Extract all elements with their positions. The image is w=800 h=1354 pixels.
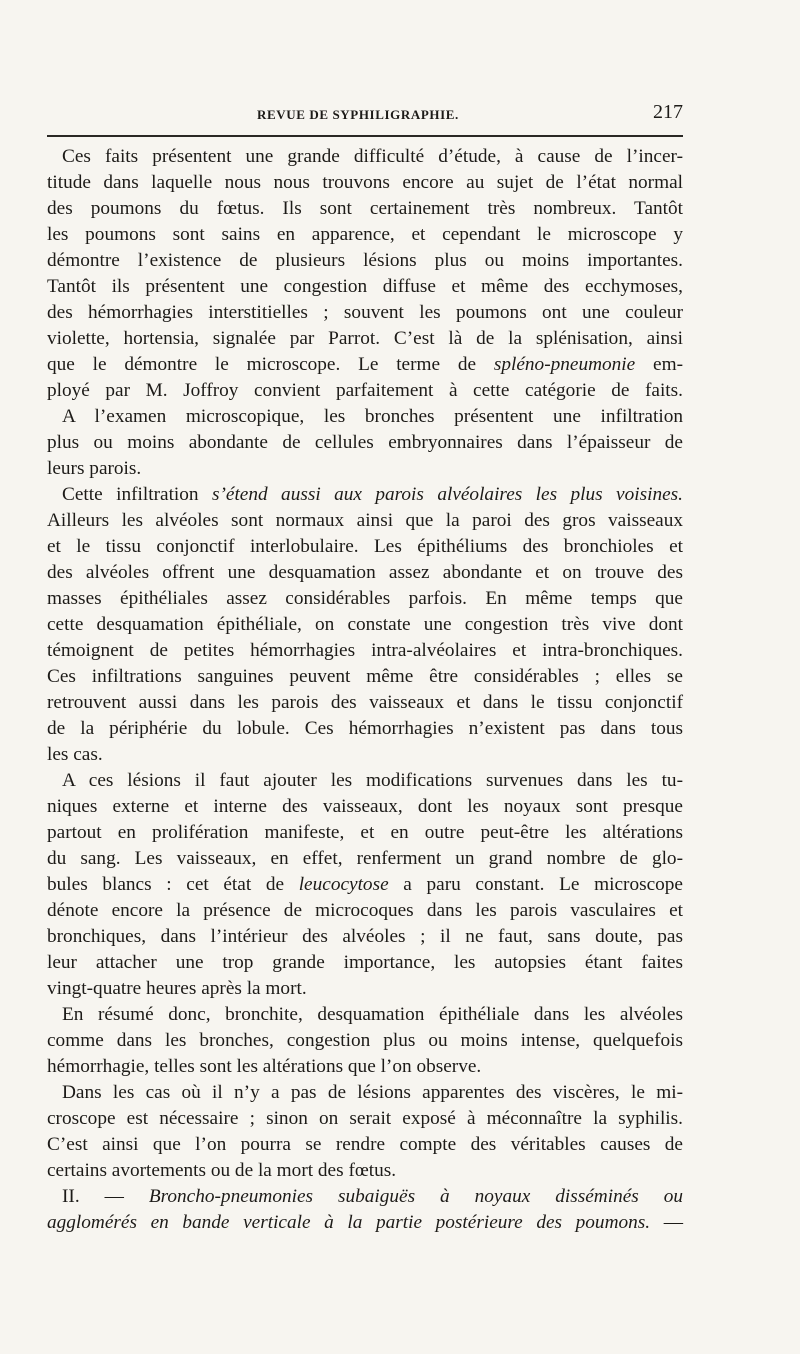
text-line	[47, 690, 683, 716]
text-line	[47, 612, 683, 638]
text-segment: —	[650, 1212, 683, 1233]
text-segment: titude dans laquelle nous nous trouvons encore au sujet de l’état normal	[47, 172, 683, 193]
italic-segment: Broncho-pneumonies subaiguës à noyaux disséminés ou	[148, 1186, 683, 1207]
text-segment: Ces infiltrations sanguines peuvent même être considérables ; elles se	[47, 666, 683, 687]
text-segment: En résumé donc, bronchite, desquamation épithéliale dans les alvéoles	[62, 1004, 683, 1025]
text-segment: des hémorrhagies interstitielles ; souvent les poumons ont une couleur	[47, 302, 683, 323]
text-line	[47, 638, 683, 664]
text-segment: de la périphérie du lobule. Ces hémorrhagies n’existent pas dans tous	[47, 718, 683, 739]
text-segment: partout en prolifération manifeste, et en outre peut-être les altérations	[47, 822, 683, 843]
text-segment: plus ou moins abondante de cellules embryonnaires dans l’épaisseur de	[47, 432, 683, 453]
text-line	[47, 352, 683, 378]
text-line	[47, 820, 683, 846]
text-segment: Dans les cas où il n’y a pas de lésions apparentes des viscères, le mi-	[62, 1082, 683, 1103]
text-line	[47, 1184, 683, 1210]
text-segment: hémorrhagie, telles sont les altérations que l’on observe.	[47, 1056, 482, 1077]
text-line	[47, 378, 683, 404]
italic-segment: agglomérés en bande verticale à la partie postérieure des poumons.	[47, 1212, 651, 1233]
text-line	[47, 742, 683, 768]
italic-segment: s’étend aussi aux parois alvéolaires les plus voisines.	[211, 484, 683, 505]
text-segment: cette desquamation épithéliale, on constate une congestion très vive dont	[47, 614, 683, 635]
text-line	[47, 456, 683, 482]
text-segment: niques externe et interne des vaisseaux, dont les noyaux sont presque	[47, 796, 683, 817]
text-line	[47, 1158, 683, 1184]
text-line	[47, 534, 683, 560]
text-line	[47, 586, 683, 612]
text-segment: des poumons du fœtus. Ils sont certainement très nombreux. Tantôt	[47, 198, 683, 219]
text-segment: du sang. Les vaisseaux, en effet, renferment un grand nombre de glo-	[47, 848, 683, 869]
text-line	[47, 222, 683, 248]
header-rule	[47, 135, 683, 137]
text-segment: a paru constant. Le microscope	[388, 874, 683, 895]
text-segment: comme dans les bronches, congestion plus ou moins intense, quelquefois	[47, 1030, 683, 1051]
text-segment: et le tissu conjonctif interlobulaire. Les épithéliums des bronchioles et	[47, 536, 683, 557]
text-line	[47, 1054, 683, 1080]
text-line	[47, 976, 683, 1002]
text-line	[47, 482, 683, 508]
text-segment: Cette infiltration	[62, 484, 212, 505]
text-segment: certains avortements ou de la mort des fœtus.	[47, 1160, 397, 1181]
text-line	[47, 716, 683, 742]
italic-segment: spléno-pneumonie	[493, 354, 636, 375]
text-segment: Tantôt ils présentent une congestion diffuse et même des ecchymoses,	[47, 276, 683, 297]
text-line	[47, 300, 683, 326]
text-line	[47, 846, 683, 872]
text-line	[47, 950, 683, 976]
italic-segment: leucocytose	[298, 874, 389, 895]
text-line	[47, 1210, 683, 1236]
text-line	[47, 560, 683, 586]
text-segment: A l’examen microscopique, les bronches présentent une infiltration	[62, 406, 683, 427]
text-segment: démontre l’existence de plusieurs lésions plus ou moins importantes.	[47, 250, 683, 271]
text-line	[47, 1028, 683, 1054]
text-line	[47, 1080, 683, 1106]
text-line	[47, 144, 683, 170]
text-segment: témoignent de petites hémorrhagies intra-alvéolaires et intra-bronchiques.	[47, 640, 683, 661]
text-line	[47, 1106, 683, 1132]
text-segment: vingt-quatre heures après la mort.	[47, 978, 307, 999]
text-segment: violette, hortensia, signalée par Parrot. C’est là de la splénisation, ainsi	[47, 328, 683, 349]
text-line	[47, 924, 683, 950]
text-segment: croscope est nécessaire ; sinon on serait exposé à méconnaître la syphilis.	[47, 1108, 683, 1129]
text-line	[47, 794, 683, 820]
text-segment: leurs parois.	[47, 458, 142, 479]
text-segment: des alvéoles offrent une desquamation assez abondante et on trouve des	[47, 562, 683, 583]
text-segment: dénote encore la présence de microcoques dans les parois vasculaires et	[47, 900, 683, 921]
text-line	[47, 274, 683, 300]
text-segment: retrouvent aussi dans les parois des vaisseaux et dans le tissu conjonctif	[47, 692, 683, 713]
text-line	[47, 768, 683, 794]
text-segment: em-	[635, 354, 683, 375]
text-segment: II. —	[62, 1186, 149, 1207]
text-line	[47, 170, 683, 196]
text-line	[47, 326, 683, 352]
text-line	[47, 430, 683, 456]
page-number: 217	[653, 101, 683, 123]
text-segment: Ailleurs les alvéoles sont normaux ainsi que la paroi des gros vaisseaux	[47, 510, 683, 531]
text-segment: bules blancs : cet état de	[47, 874, 299, 895]
text-line	[47, 664, 683, 690]
text-line	[47, 1132, 683, 1158]
running-header	[47, 101, 683, 129]
text-line	[47, 898, 683, 924]
text-line	[47, 1002, 683, 1028]
text-segment: A ces lésions il faut ajouter les modifications survenues dans les tu-	[62, 770, 683, 791]
text-segment: Ces faits présentent une grande difficulté d’étude, à cause de l’incer-	[62, 146, 683, 167]
text-line	[47, 248, 683, 274]
text-line	[47, 508, 683, 534]
text-segment: leur attacher une trop grande importance, les autopsies étant faites	[47, 952, 683, 973]
text-segment: les poumons sont sains en apparence, et cependant le microscope y	[47, 224, 683, 245]
text-line	[47, 404, 683, 430]
text-segment: que le démontre le microscope. Le terme de	[47, 354, 494, 375]
text-segment: C’est ainsi que l’on pourra se rendre compte des véritables causes de	[47, 1134, 683, 1155]
text-segment: masses épithéliales assez considérables parfois. En même temps que	[47, 588, 683, 609]
text-segment: bronchiques, dans l’intérieur des alvéoles ; il ne faut, sans doute, pas	[47, 926, 683, 947]
text-line	[47, 196, 683, 222]
text-line	[47, 872, 683, 898]
body-text	[47, 144, 683, 1236]
text-segment: ployé par M. Joffroy convient parfaitement à cette catégorie de faits.	[47, 380, 683, 401]
running-title: REVUE DE SYPHILIGRAPHIE.	[257, 107, 459, 122]
text-segment: les cas.	[47, 744, 103, 765]
